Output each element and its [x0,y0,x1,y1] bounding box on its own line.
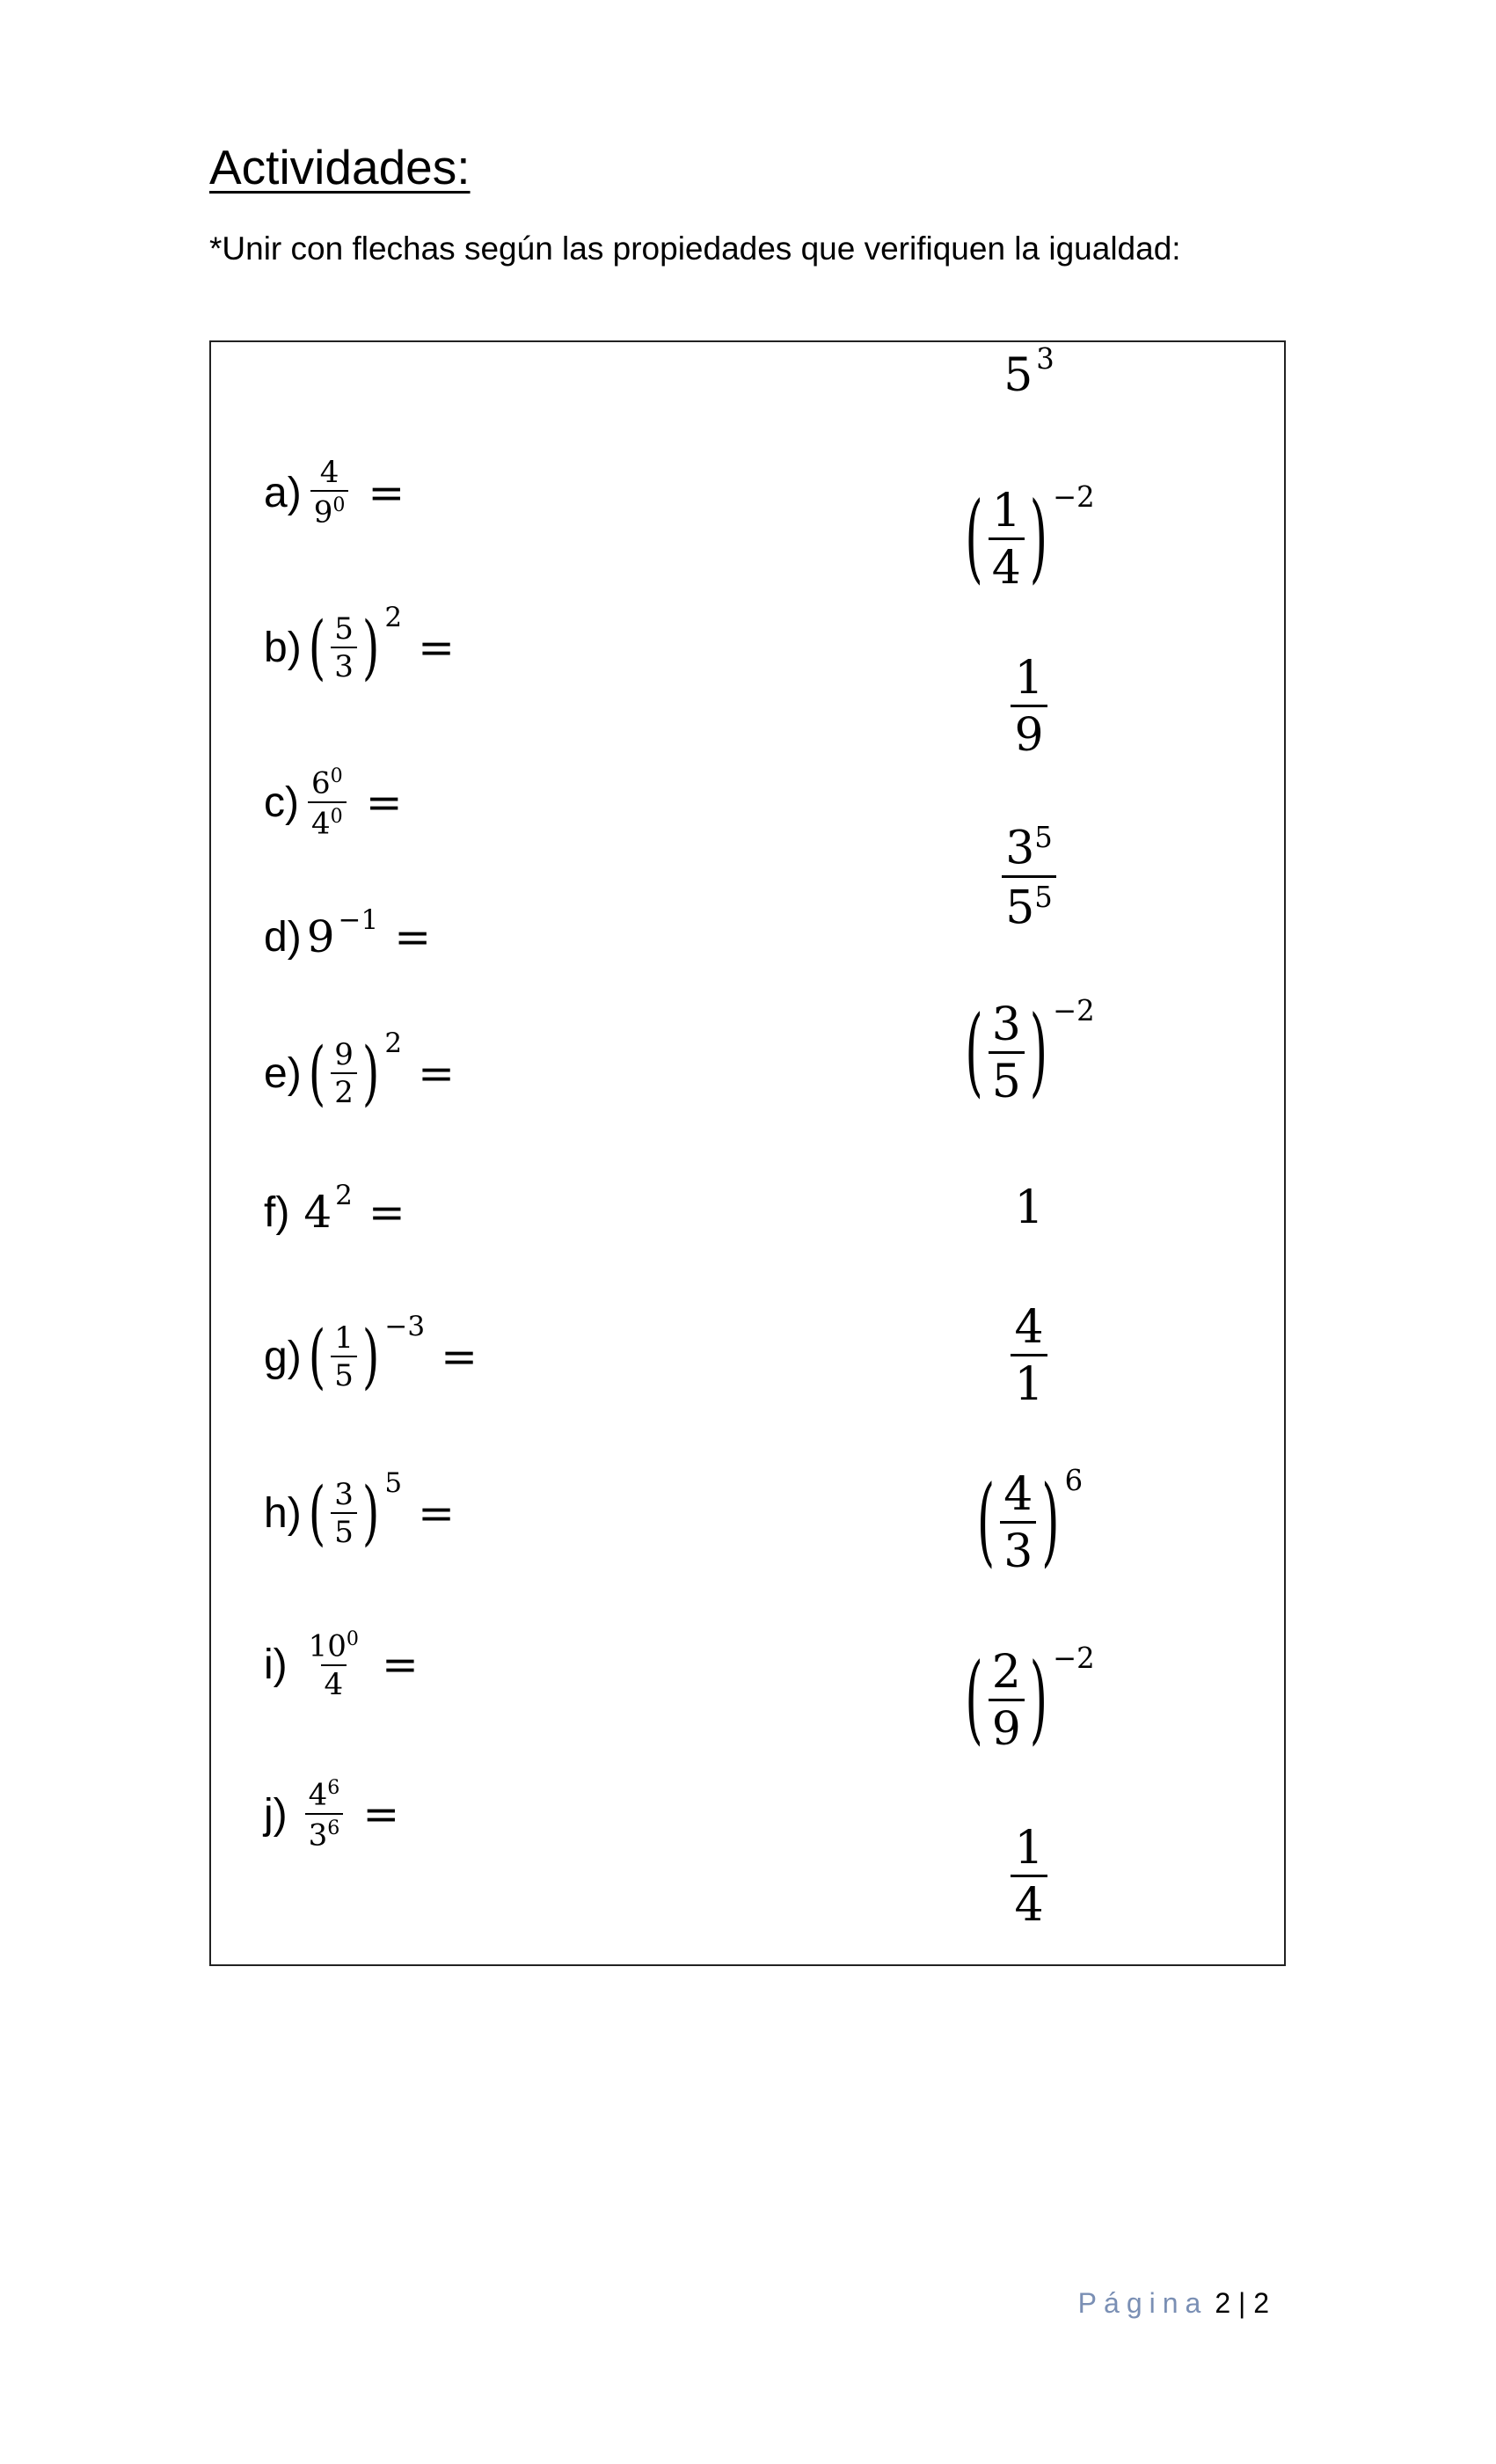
item-c: c) $\frac{6^0}{4^0}$ = [264,764,403,841]
item-d: d) 9 −1 = [264,904,432,962]
item-j: j) $\frac{4^6}{3^6}$ = [264,1776,400,1853]
page-number: 2 | 2 [1215,2287,1269,2319]
item-g: g) ( $\frac{1}{5}$ ) −3 = [264,1310,478,1398]
option-8: ( $\frac{4}{3}$ ) 6 [976,1463,1084,1578]
fraction: $\frac{3}{5}$ [989,1002,1025,1105]
page-footer [1078,2287,1269,2320]
option-9: ( $\frac{2}{9}$ ) −2 [965,1641,1095,1756]
fraction: $\frac{5}{3}$ [331,614,357,682]
fraction: $\frac{2}{9}$ [989,1649,1025,1752]
option-10 [879,1810,1179,1942]
fraction: $\frac{4}{3}$ [1000,1472,1036,1575]
fraction: $\frac{6^0}{4^0}$ [308,766,347,838]
option-5: ( $\frac{3}{5}$ ) −2 [965,993,1095,1108]
item-f: f) 4 2 = [264,1180,405,1238]
item-e: e) ( $\frac{9}{2}$ ) 2 = [264,1027,455,1115]
option-7 [879,1290,1179,1422]
fraction: $\frac{1}{4}$ [1011,1825,1047,1928]
fraction: $\frac{1}{9}$ [1011,655,1047,758]
option-4 [879,811,1179,943]
fraction: $\frac{1}{4}$ [989,488,1025,591]
option-2: ( $\frac{1}{4}$ ) −2 [965,479,1095,595]
fraction: $\frac{3^5}{5^5}$ [1002,823,1056,931]
item-h: h) ( $\frac{3}{5}$ ) 5 = [264,1466,455,1554]
option-3 [879,640,1179,772]
instruction-text: *Unir con flechas según las propiedades que verifiquen la igualdad: [209,230,1181,267]
fraction: $\frac{3}{5}$ [331,1480,357,1547]
page-word: Página [1077,2287,1208,2319]
fraction: $\frac{1}{5}$ [331,1323,357,1391]
fraction: $\frac{4^6}{3^6}$ [305,1778,344,1850]
fraction: $\frac{9}{2}$ [331,1040,357,1108]
fraction: $\frac{4}{9^0}$ [310,457,349,527]
item-a: a) $\frac{4}{9^0}$ = [264,455,405,530]
fraction: $\frac{10^0}{4}$ [308,1627,359,1702]
option-6: 1 [1014,1181,1044,1234]
item-b: b) ( $\frac{5}{3}$ ) 2 = [264,601,455,689]
option-1: 5 3 [1003,341,1054,402]
item-i: i) $\frac{10^0}{4}$ = [264,1627,419,1702]
page-title: Actividades: [209,140,471,194]
fraction: $\frac{4}{1}$ [1011,1305,1047,1407]
